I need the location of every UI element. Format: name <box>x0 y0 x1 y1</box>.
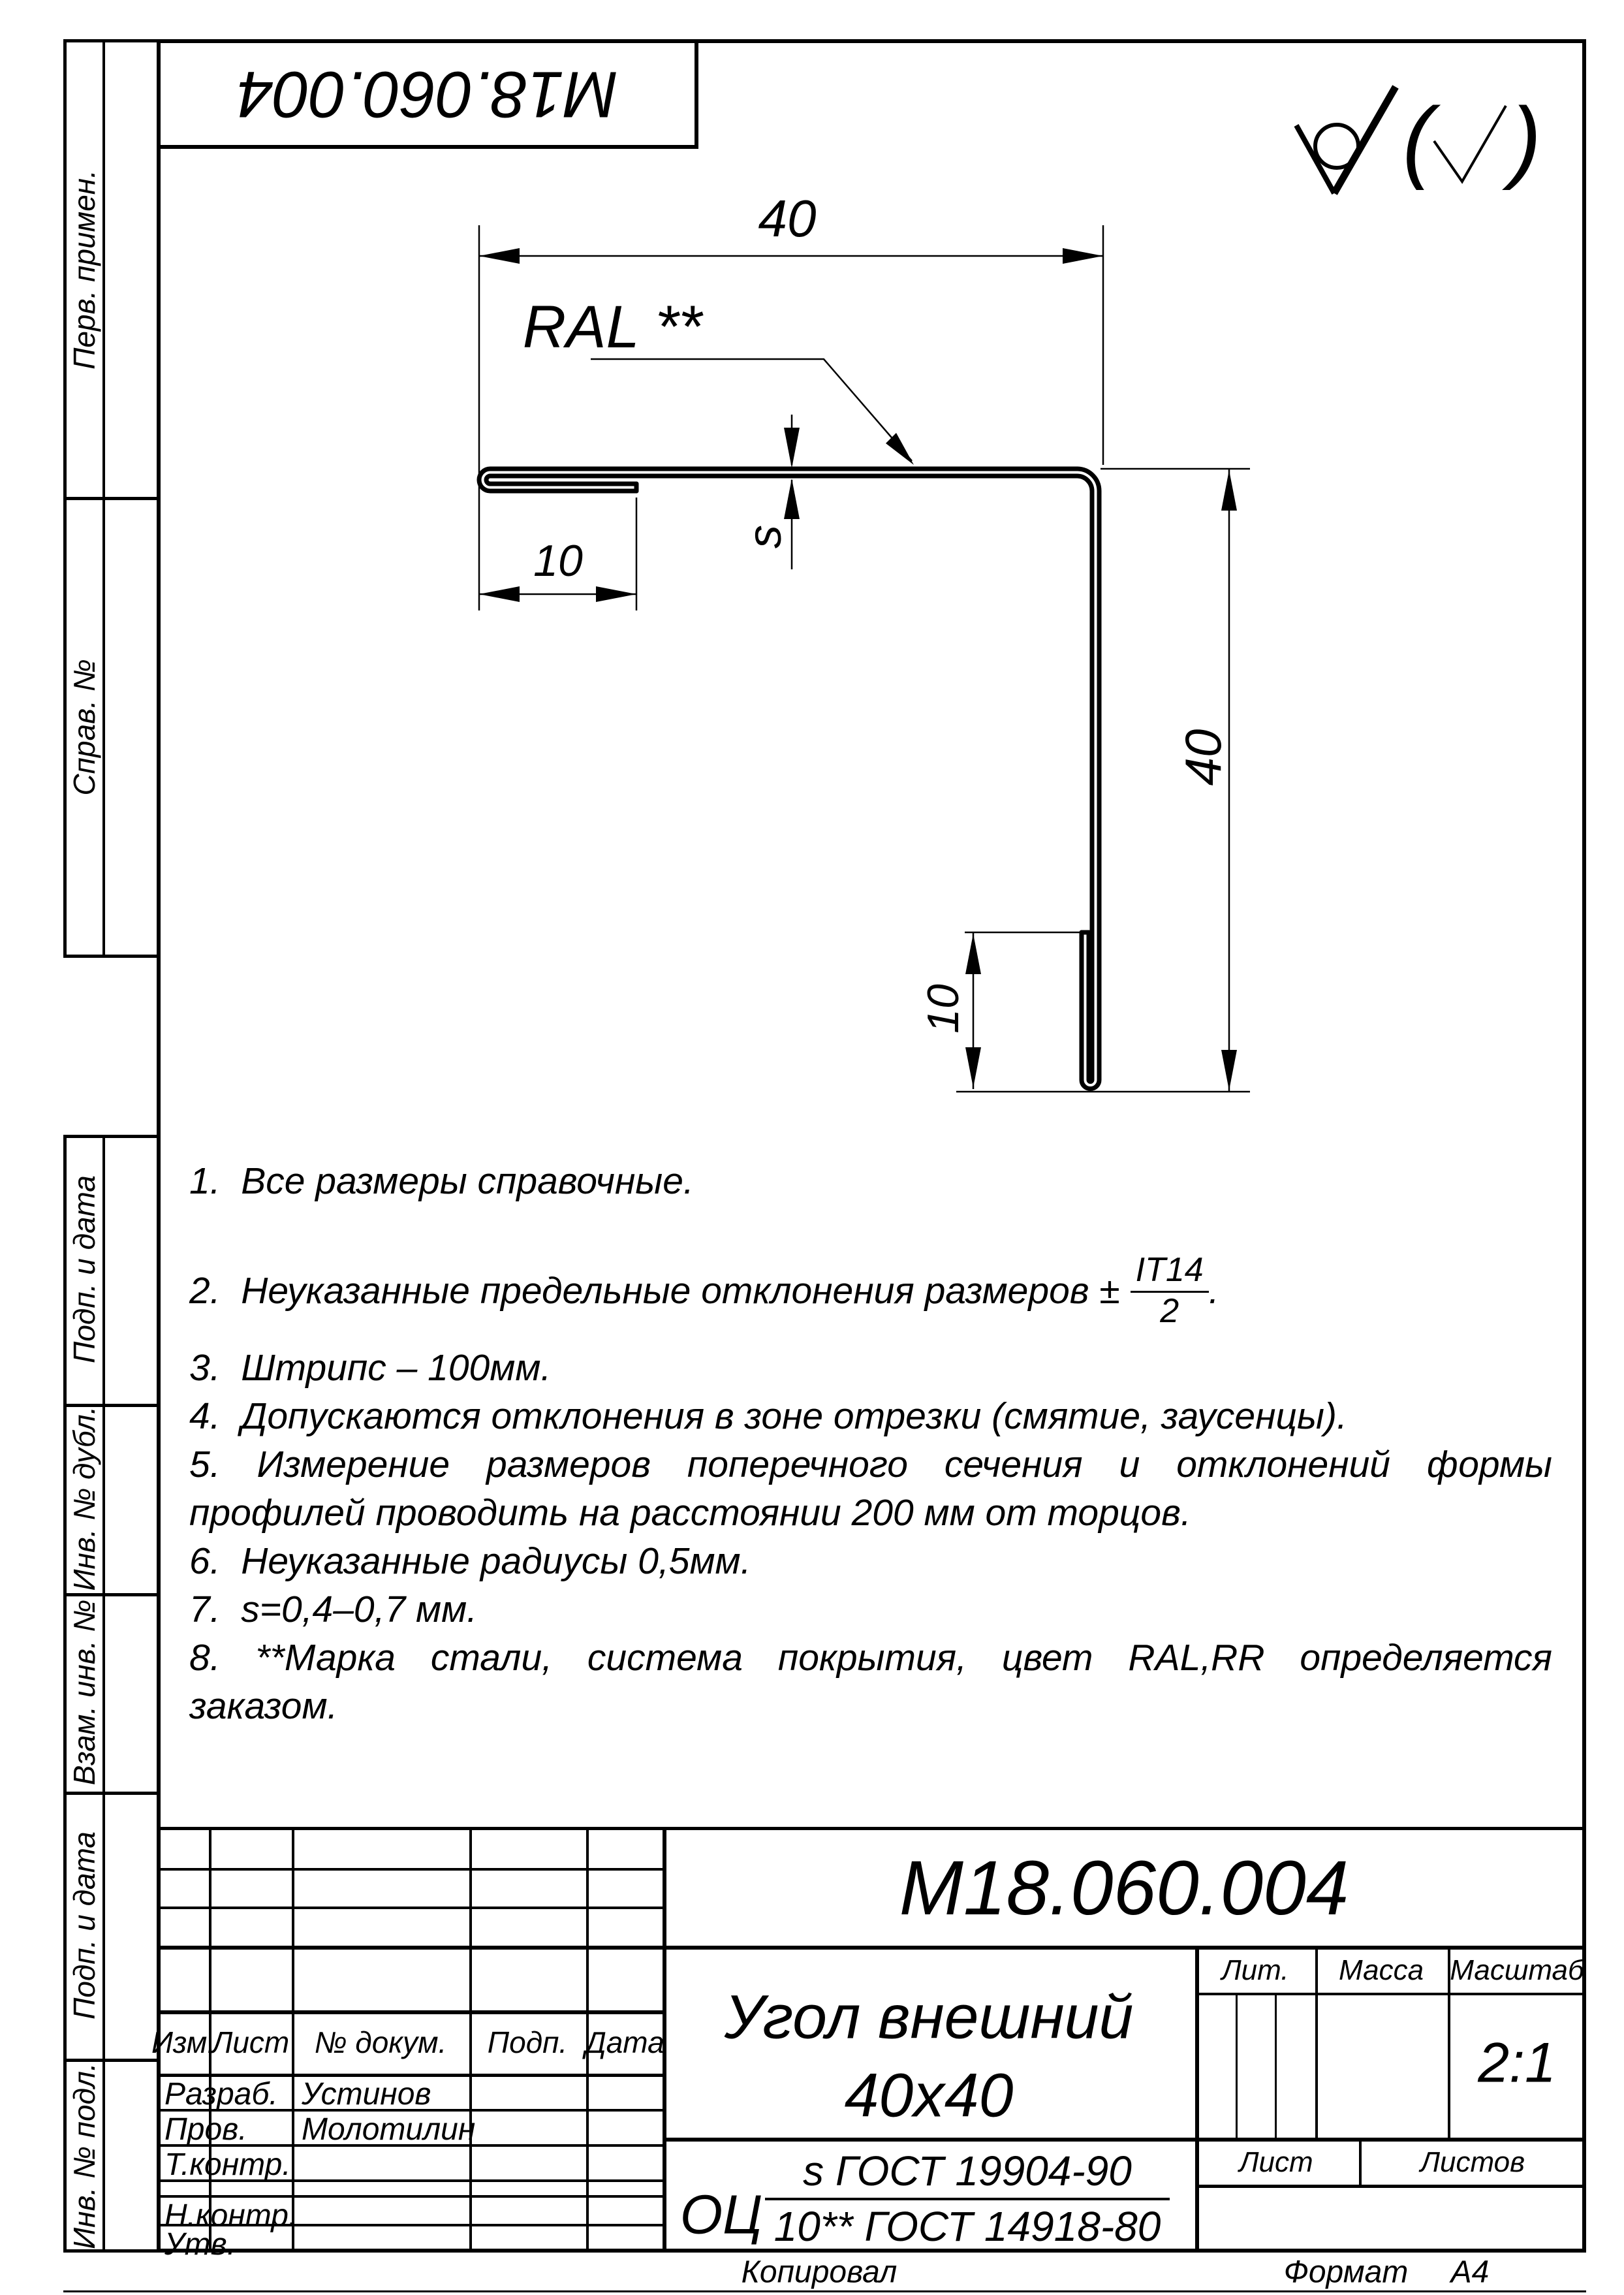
tb-row-prov-label: Пров. <box>164 2112 247 2147</box>
margin-label-inv-podl: Инв. № подл. <box>67 2062 101 2249</box>
tb-h-lit-hdr <box>1195 1993 1586 1995</box>
note-2 <box>189 1242 1552 1340</box>
tb-material-prefix: ОЦ <box>679 2183 763 2245</box>
tb-row-nkontr-label: Н.контр. <box>164 2198 298 2233</box>
note-5-line1: 5. Измерение размеров поперечного сечения и отклонений формы <box>189 1444 1552 1485</box>
footer-bottom-line <box>63 2290 1586 2292</box>
tb-hdr-lit: Лит. <box>1221 1954 1289 1986</box>
tb-h-name-bottom <box>663 2138 1586 2142</box>
dim-right-height: 40 <box>1174 729 1232 786</box>
tb-h-docbottom <box>157 1946 1586 1950</box>
tb-hdr-podp: Подп. <box>487 2025 568 2059</box>
margin-label-vzam-inv: Взам. инв. № <box>67 1599 101 1786</box>
tb-v-massa <box>1315 1947 1318 2140</box>
tb-row-razrab-label: Разраб. <box>164 2077 278 2112</box>
dim-thickness: s <box>739 525 791 548</box>
note-2-period: . <box>1208 1270 1219 1312</box>
tb-v-listov <box>1359 2138 1362 2187</box>
ral-leader-line <box>591 359 912 461</box>
tb-hdr-izm: Изм. <box>151 2025 216 2059</box>
stamp-doc-number: М18.060.004 <box>237 57 618 131</box>
ral-leader-arrow <box>886 433 914 465</box>
tb-material-den: 10** ГОСТ 14918-80 <box>773 2203 1161 2250</box>
tb-h-chg2 <box>157 1907 663 1909</box>
tb-row-utv-label: Утв. <box>164 2227 236 2262</box>
note-6: 6. Неуказанные радиусы 0,5мм. <box>189 1540 751 1582</box>
margin-label-inv-dubl: Инв. № дубл. <box>67 1406 101 1591</box>
tb-h-hdr-top <box>157 2010 663 2014</box>
note-2-text: 2. Неуказанные предельные отклонения размеров ± <box>189 1270 1120 1312</box>
tb-hdr-massa: Масса <box>1338 1954 1424 1986</box>
tb-h-listov-bottom <box>1195 2185 1586 2188</box>
tb-h-chg1 <box>157 1868 663 1871</box>
tb-hdr-masshtab: Масштаб <box>1450 1954 1584 1986</box>
tb-hdr-list: Лист <box>211 2025 290 2059</box>
technical-notes <box>189 1157 1552 1730</box>
footer-format-value: А4 <box>1450 2255 1490 2290</box>
tb-v-list <box>292 1827 294 2253</box>
note-4: 4. Допускаются отклонения в зоне отрезки (смятие, заусенцы). <box>189 1395 1347 1437</box>
tb-name-line1: Угол внешний <box>724 1982 1134 2052</box>
tb-v-lit-sub2 <box>1275 1993 1277 2140</box>
tb-name-line2: 40х40 <box>844 2061 1014 2130</box>
tb-row-prov-name: Молотилин <box>302 2112 476 2147</box>
note-7: 7. s=0,4–0,7 мм. <box>189 1589 477 1630</box>
tb-hdr-listov: Листов <box>1420 2146 1525 2178</box>
footer-kopiroval: Копировал <box>741 2255 898 2290</box>
margin-label-sprav-no: Справ. № <box>67 658 101 796</box>
paren-close: ) <box>1510 88 1542 191</box>
dimension-arrows <box>479 248 1237 1090</box>
note-3: 3. Штрипс – 100мм. <box>189 1347 552 1389</box>
tb-material-num: s ГОСТ 19904-90 <box>803 2147 1132 2194</box>
note-2-frac-den: 2 <box>1160 1291 1179 1330</box>
tb-doc-number: М18.060.004 <box>899 1845 1349 1931</box>
paren-open: ( <box>1402 88 1433 191</box>
margin-label-perv-primen: Перв. примен. <box>67 169 101 370</box>
check-icon <box>1434 106 1506 182</box>
dim-left-hem: 10 <box>533 536 583 586</box>
tb-scale-value: 2:1 <box>1478 2031 1556 2095</box>
tb-row-razrab-name: Устинов <box>302 2077 431 2112</box>
dim-bottom-hem: 10 <box>918 984 968 1034</box>
tb-v-dokum <box>469 1827 472 2253</box>
footer-format-label: Формат <box>1283 2255 1409 2290</box>
note-2-fraction <box>1131 1252 1209 1329</box>
margin-label-podp-data-1: Подп. и дата <box>67 1175 101 1363</box>
surface-finish-symbol <box>1296 87 1396 193</box>
tb-hdr-list2: Лист <box>1239 2146 1313 2178</box>
tb-v-lit-sub1 <box>1236 1993 1238 2140</box>
tb-hdr-data: Дата <box>585 2025 664 2059</box>
note-5-line2: профилей проводить на расстоянии 200 мм от торцов. <box>189 1492 1191 1534</box>
note-8-line2: заказом. <box>189 1685 338 1727</box>
tb-hdr-dokum: № докум. <box>314 2025 447 2059</box>
tb-top <box>157 1827 1586 1830</box>
dim-top-width: 40 <box>758 189 817 247</box>
ral-label: RAL ** <box>522 294 702 360</box>
note-8-line1: 8. **Марка стали, система покрытия, цвет RAL,RR определяется <box>189 1637 1552 1679</box>
note-1: 1. Все размеры справочные. <box>189 1160 694 1202</box>
surface-finish-parenthetical <box>1403 88 1542 191</box>
tb-row-tkontr-label: Т.контр. <box>164 2147 291 2182</box>
tb-material-bar <box>765 2198 1170 2200</box>
note-2-frac-num: IT14 <box>1131 1252 1209 1292</box>
margin-label-podp-data-2: Подп. и дата <box>67 1831 101 2019</box>
